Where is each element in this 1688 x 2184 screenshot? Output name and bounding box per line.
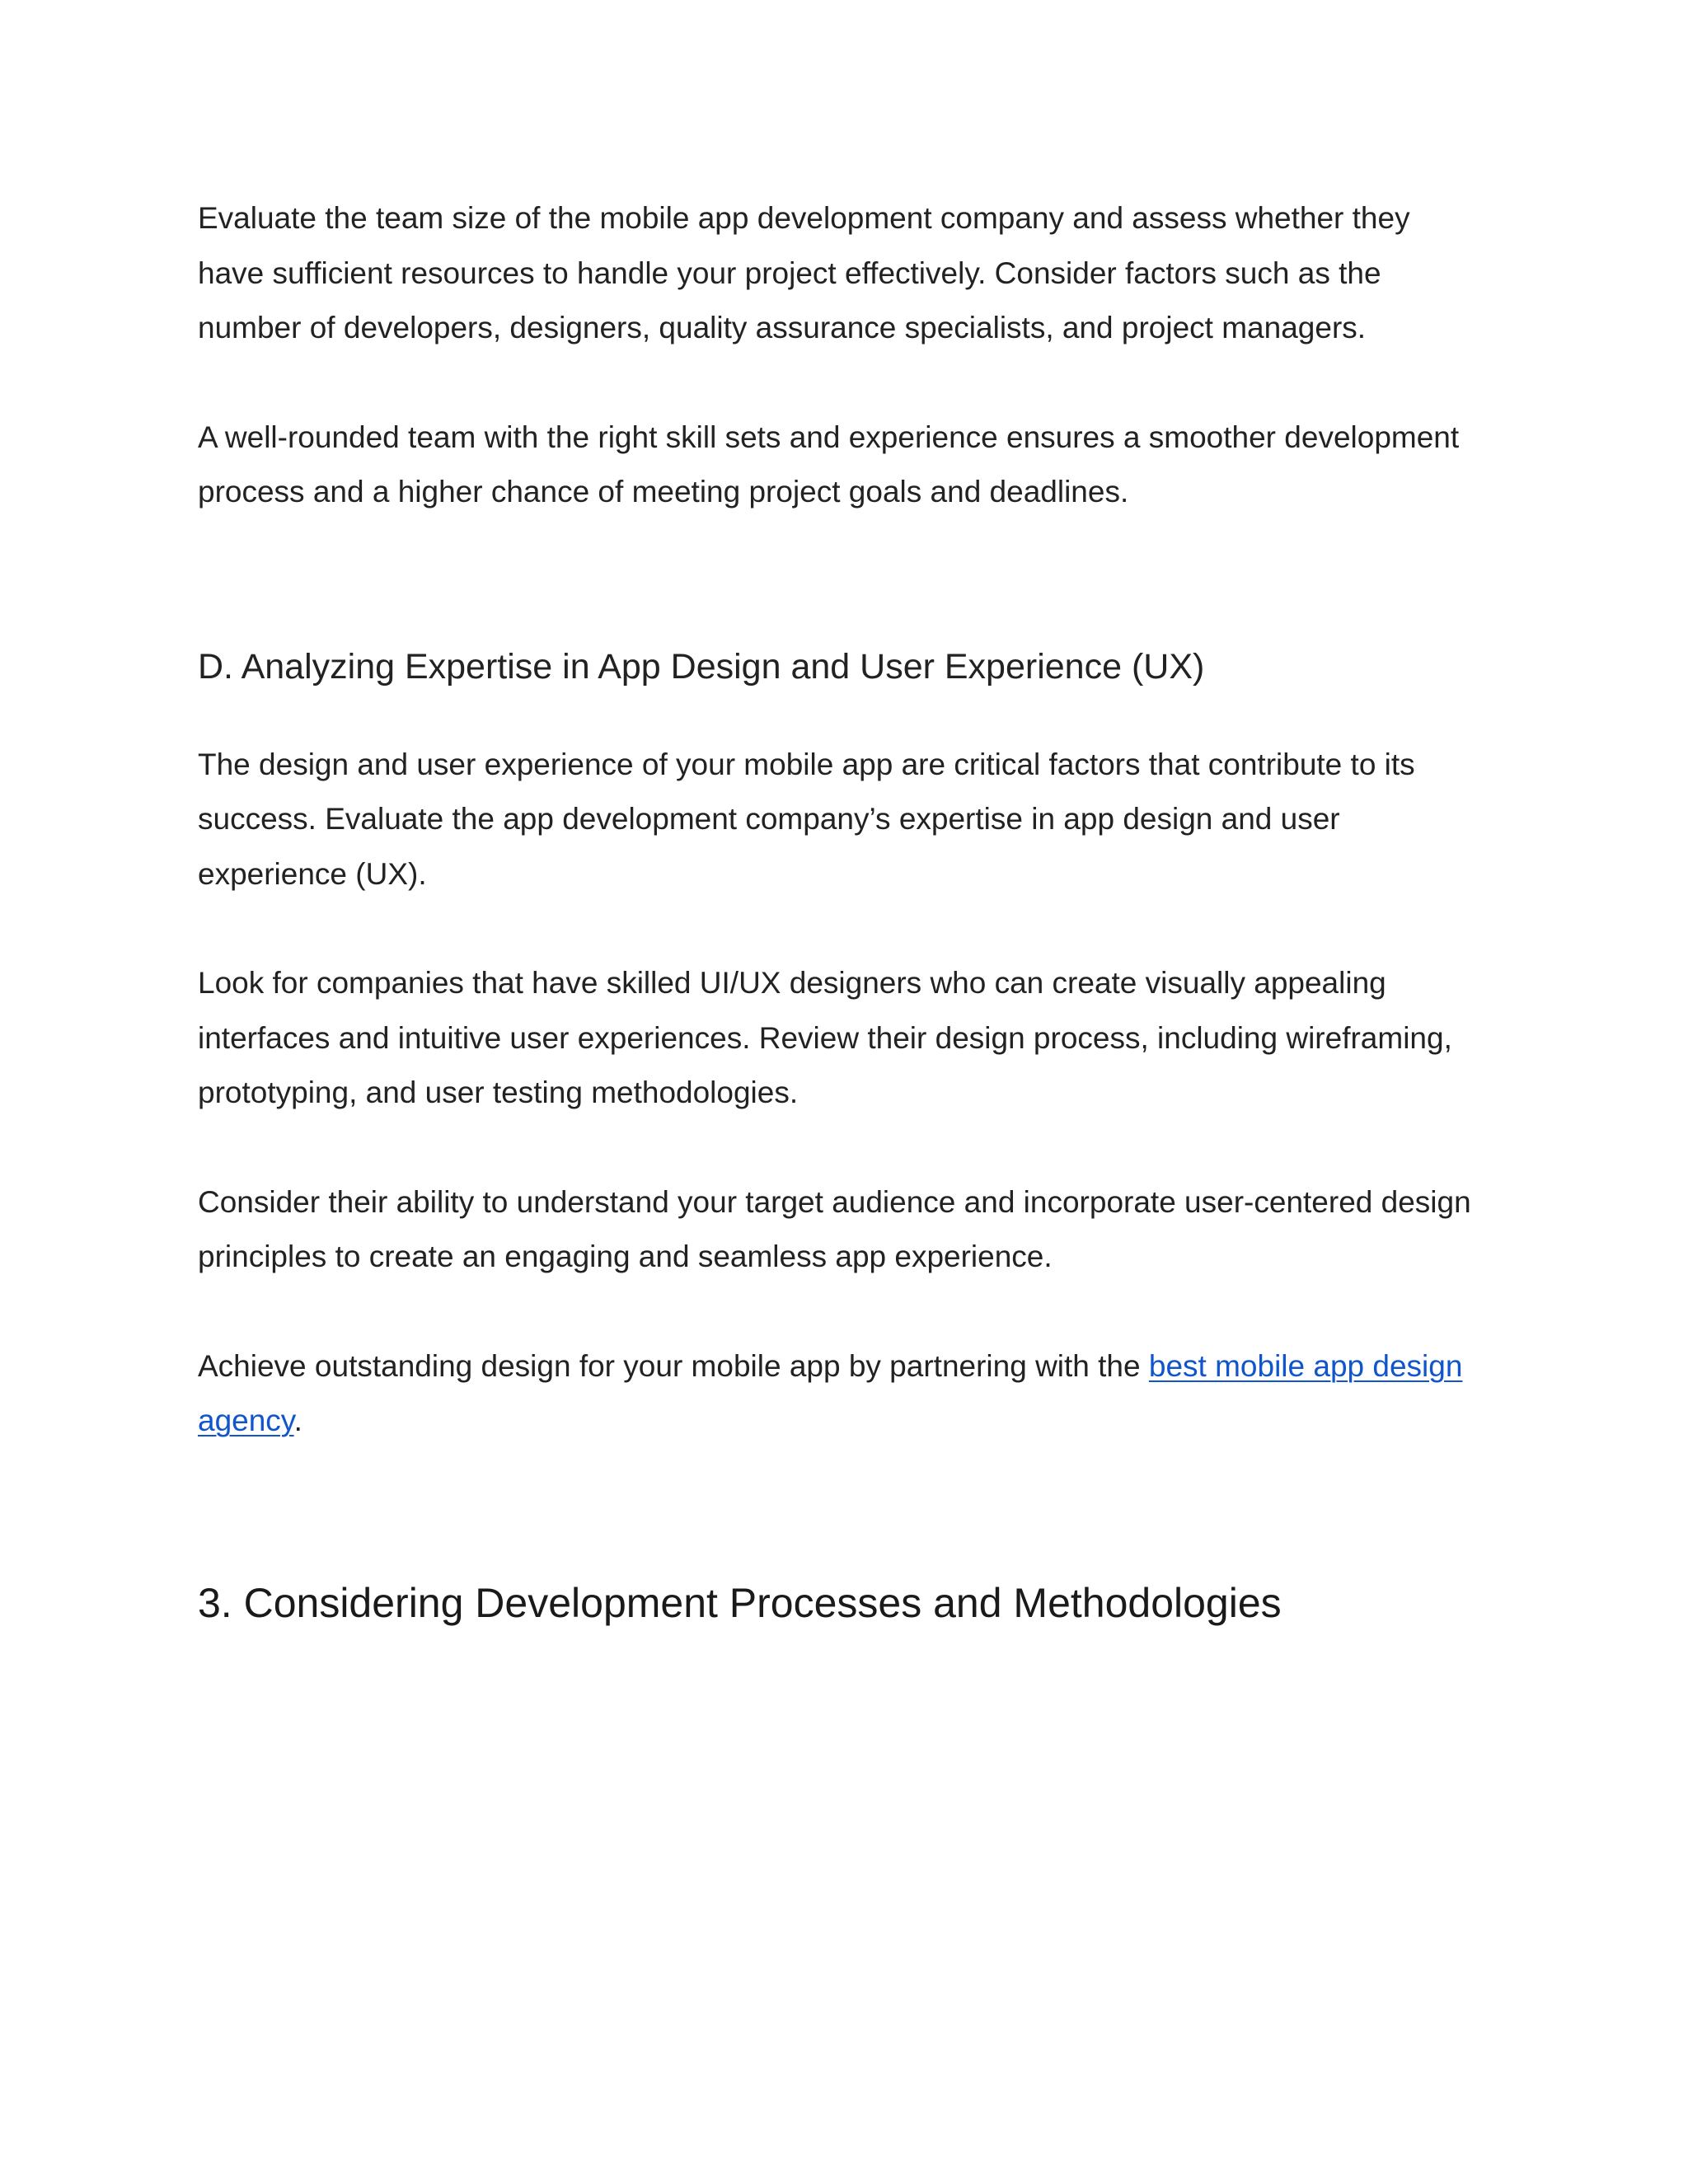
paragraph-uiux-designers: Look for companies that have skilled UI/UX designers who can create visually appealing interfaces and intuitive user experiences. Review their design process, including wireframing, prototyping, and user testing methodologies.	[198, 966, 1452, 1109]
document-page	[198, 191, 1484, 1632]
paragraph-design-ux-critical: The design and user experience of your mobile app are critical factors that contribute to its success. Evaluate the app development company’s expertise in app design and user experience (UX).	[198, 747, 1415, 891]
paragraph-well-rounded-team: A well-rounded team with the right skill sets and experience ensures a smoother development process and a higher chance of meeting project goals and deadlines.	[198, 419, 1460, 509]
paragraph-design-agency	[198, 1339, 1484, 1449]
heading-section-d: D. Analyzing Expertise in App Design and User Experience (UX)	[198, 646, 1205, 687]
paragraph-team-size: Evaluate the team size of the mobile app development company and assess whether they have sufficient resources to handle your project effectively. Consider factors such as the number of developers, designers, quality assurance specialists, and project managers.	[198, 201, 1410, 344]
paragraph-design-agency-prefix: Achieve outstanding design for your mobile app by partnering with the	[198, 1348, 1149, 1383]
heading-section-3: 3. Considering Development Processes and Methodologies	[198, 1579, 1282, 1626]
best-mobile-app-design-agency-link[interactable]: best mobile app design agency	[198, 1348, 1463, 1437]
paragraph-design-agency-suffix: .	[293, 1404, 302, 1437]
paragraph-target-audience: Consider their ability to understand your target audience and incorporate user-centered design principles to create an engaging and seamless app experience.	[198, 1184, 1471, 1273]
